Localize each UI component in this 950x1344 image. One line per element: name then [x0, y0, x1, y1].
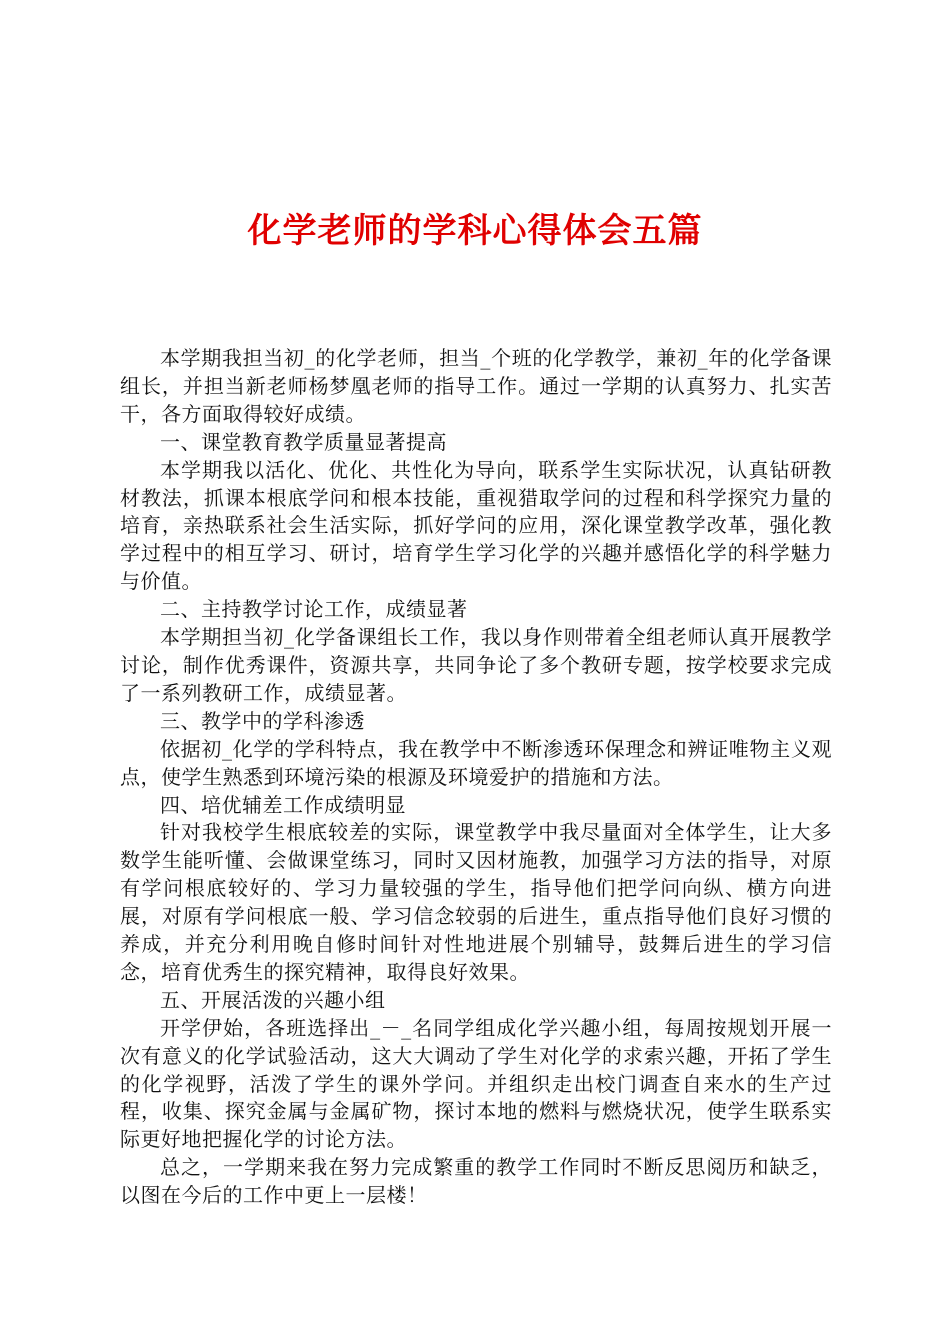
- section-paragraph-2: 本学期担当初_化学备课组长工作，我以身作则带着全组老师认真开展教学讨论，制作优秀课件，资源共享，共同争论了多个教研专题，按学校要求完成了一系列教研工作，成绩显著。: [120, 625, 832, 705]
- section-paragraph-4: 针对我校学生根底较差的实际，课堂教学中我尽量面对全体学生，让大多数学生能听懂、会做课堂练习，同时又因材施教，加强学习方法的指导，对原有学问根底较好的、学习力量较强的学生，指导他们把学问向纵、横方向进展，对原有学问根底一般、学习信念较弱的后进生，重点指导他们良好习惯的养成，并充分利用晚自修时间针对性地进展个别辅导，鼓舞后进生的学习信念，培育优秀生的探究精神，取得良好效果。: [120, 820, 832, 984]
- conclusion-paragraph: 总之，一学期来我在努力完成繁重的教学工作同时不断反思阅历和缺乏，以图在今后的工作中更上一层楼！: [120, 1155, 832, 1208]
- section-heading-4: 四、培优辅差工作成绩明显: [160, 792, 406, 817]
- section-paragraph-5: 开学伊始，各班选择出_－_名同学组成化学兴趣小组，每周按规划开展一次有意义的化学试验活动，这大大调动了学生对化学的求索兴趣，开拓了学生的化学视野，活泼了学生的课外学问。并组织走出校门调查自来水的生产过程，收集、探究金属与金属矿物，探讨本地的燃料与燃烧状况，使学生联系实际更好地把握化学的讨论方法。: [120, 1015, 832, 1152]
- document-body: [120, 345, 832, 1210]
- section-heading-2: 二、主持教学讨论工作，成绩显著: [160, 597, 468, 622]
- section-heading-1: 一、课堂教育教学质量显著提高: [160, 429, 447, 454]
- intro-paragraph: 本学期我担当初_的化学老师，担当_个班的化学教学，兼初_年的化学备课组长，并担当新老师杨梦凰老师的指导工作。通过一学期的认真努力、扎实苦干，各方面取得较好成绩。: [120, 346, 832, 426]
- section-paragraph-1: 本学期我以活化、优化、共性化为导向，联系学生实际状况，认真钻研教材教法，抓课本根底学问和根本技能，重视猎取学问的过程和科学探究力量的培育，亲热联系社会生活实际，抓好学问的应用，深化课堂教学改革，强化教学过程中的相互学习、研讨，培育学生学习化学的兴趣并感悟化学的科学魅力与价值。: [120, 457, 832, 594]
- document-title: 化学老师的学科心得体会五篇: [247, 211, 703, 251]
- section-paragraph-3: 依据初_化学的学科特点，我在教学中不断渗透环保理念和辨证唯物主义观点，使学生熟悉到环境污染的根源及环境爱护的措施和方法。: [120, 736, 832, 789]
- section-heading-5: 五、开展活泼的兴趣小组: [160, 987, 386, 1012]
- section-heading-3: 三、教学中的学科渗透: [160, 708, 365, 733]
